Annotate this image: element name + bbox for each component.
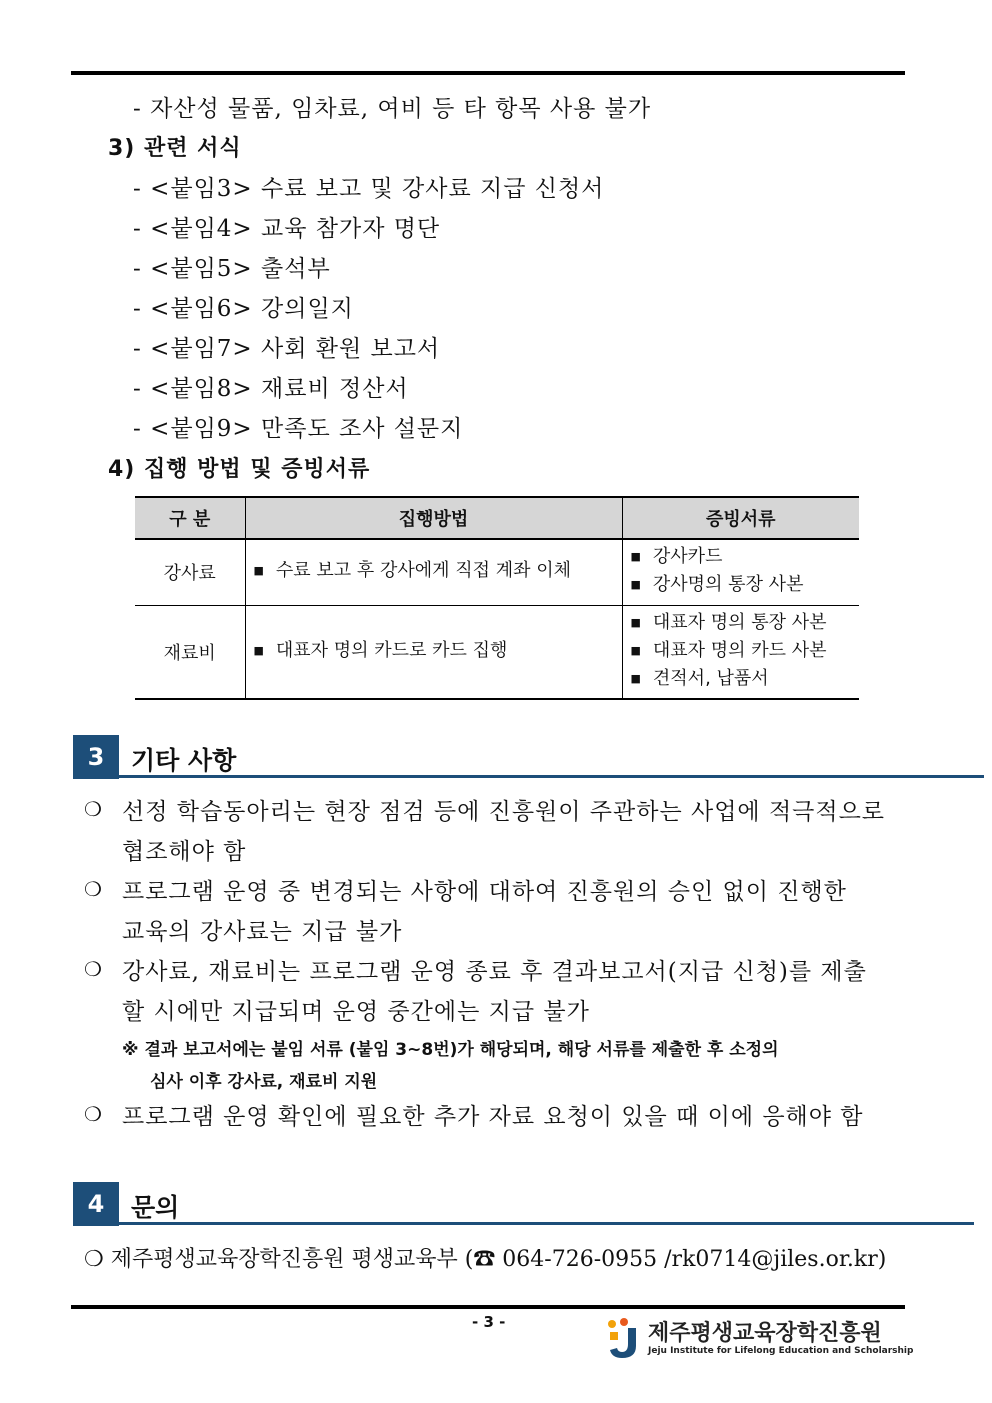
category-cell: 강사료: [135, 539, 245, 605]
column-header: 증빙서류: [622, 497, 859, 539]
table-header-row: [135, 497, 859, 539]
org-name-kr: 제주평생교육장학진흥원: [648, 1321, 882, 1346]
section-underline: [119, 775, 984, 778]
list-item: - <붙임5> 출석부: [133, 256, 331, 282]
bullet-icon: ❍: [84, 797, 102, 821]
list-item: - <붙임6> 강의일지: [133, 296, 354, 322]
category-cell: 재료비: [135, 605, 245, 699]
note-line: ※ 결과 보고서에는 붙임 서류 (붙임 3~8번)가 해당되며, 해당 서류를 제출한 후 소정의: [122, 1040, 779, 1060]
list-item: - <붙임7> 사회 환원 보고서: [133, 336, 441, 362]
paragraph-line: 프로그램 운영 확인에 필요한 추가 자료 요청이 있을 때 이에 응해야 함: [122, 1104, 864, 1130]
list-item: - <붙임4> 교육 참가자 명단: [133, 216, 441, 242]
paragraph-line: 선정 학습동아리는 현장 점검 등에 진흥원이 주관하는 사업에 적극적으로: [122, 799, 886, 825]
org-name-en: Jeju Institute for Lifelong Education and Scholarship: [648, 1346, 914, 1356]
section-number-badge: 4: [73, 1182, 119, 1226]
list-item: - <붙임8> 재료비 정산서: [133, 376, 409, 402]
note-line: 심사 이후 강사료, 재료비 지원: [150, 1072, 378, 1092]
section-title: 문의: [131, 1193, 180, 1222]
column-header: 구 분: [135, 497, 245, 539]
bullet-icon: ❍: [84, 877, 102, 901]
paragraph-line: 교육의 강사료는 지급 불가: [122, 919, 403, 945]
bullet-icon: ❍: [84, 1102, 102, 1126]
docs-cell: ■ 강사카드 ■ 강사명의 통장 사본: [622, 539, 859, 605]
org-logo: [604, 1316, 914, 1364]
bullet-icon: ❍: [84, 957, 102, 981]
list-item: - 자산성 물품, 임차료, 여비 등 타 항목 사용 불가: [133, 96, 652, 122]
top-rule: [71, 71, 905, 75]
paragraph-line: 협조해야 함: [122, 839, 247, 865]
paragraph-line: 프로그램 운영 중 변경되는 사항에 대하여 진흥원의 승인 없이 진행한: [122, 879, 847, 905]
table-row: [135, 539, 859, 605]
list-item: - <붙임9> 만족도 조사 설문지: [133, 416, 464, 442]
method-cell: ■ 수료 보고 후 강사에게 직접 계좌 이체: [245, 539, 622, 605]
bottom-rule: [71, 1305, 905, 1309]
section-underline: [119, 1222, 974, 1225]
subsection-title: 3) 관련 서식: [108, 136, 242, 161]
method-cell: ■ 대표자 명의 카드로 카드 집행: [245, 605, 622, 699]
list-item: - <붙임3> 수료 보고 및 강사료 지급 신청서: [133, 176, 605, 202]
section-number-badge: 3: [73, 735, 119, 779]
execution-table: [135, 496, 859, 700]
section-title: 기타 사항: [131, 746, 237, 775]
column-header: 집행방법: [245, 497, 622, 539]
table-row: [135, 605, 859, 699]
contact-line: ❍ 제주평생교육장학진흥원 평생교육부 (☎ 064-726-0955 /rk0714@jiles.or.kr): [84, 1247, 887, 1272]
jiles-logo-icon: [604, 1316, 644, 1360]
paragraph-line: 할 시에만 지급되며 운영 중간에는 지급 불가: [122, 999, 590, 1025]
docs-cell: ■ 대표자 명의 통장 사본 ■ 대표자 명의 카드 사본 ■ 견적서, 납품서: [622, 605, 859, 699]
subsection-title: 4) 집행 방법 및 증빙서류: [108, 457, 371, 482]
paragraph-line: 강사료, 재료비는 프로그램 운영 종료 후 결과보고서(지급 신청)를 제출: [122, 959, 867, 985]
page-number: - 3 -: [472, 1313, 506, 1331]
